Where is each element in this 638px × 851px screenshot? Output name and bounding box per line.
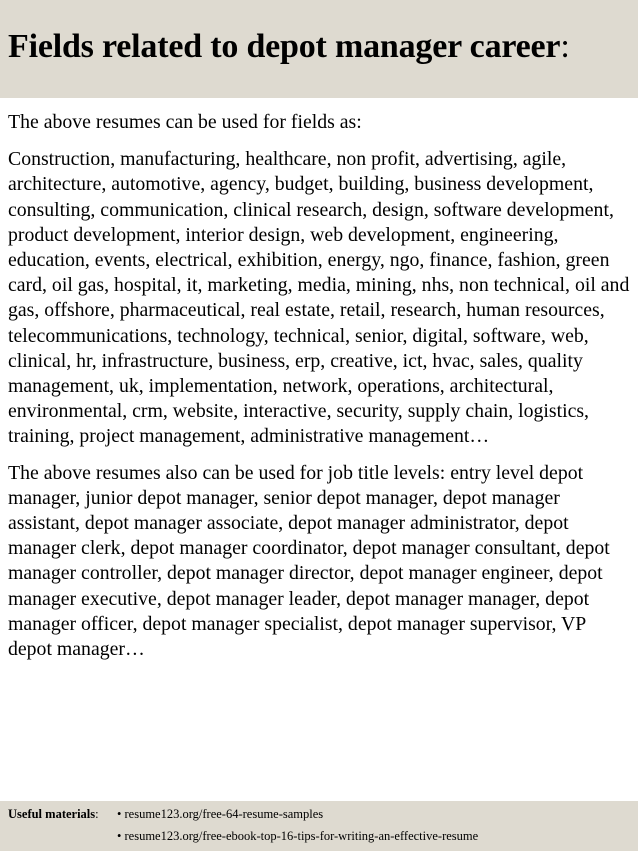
page-title-colon: : [560,28,570,65]
main-content [8,110,630,662]
resource-link-resume-samples[interactable]: • resume123.org/free-64-resume-samples [117,807,324,821]
intro-text: The above resumes can be used for fields as: [8,111,362,133]
job-levels-list: The above resumes also can be used for job title levels: entry level depot manager, junior depot manager, senior depot manager, depot manager assistant, depot manager associate, depot manager administrator, depot manager clerk, depot manager coordinator, depot manager consultant, depot manager controller, depot manager director, depot manager engineer, depot manager executive, depot manager leader, depot manager manager, depot manager officer, depot manager specialist, depot manager supervisor, VP depot manager… [8,461,610,661]
header-banner [0,0,638,98]
useful-materials-label [8,804,99,824]
useful-materials-label-text: Useful materials [8,807,96,821]
fields-list: Construction, manufacturing, healthcare, non profit, advertising, agile, architecture, automotive, agency, budget, building, business development, consulting, communication, clinical research, design, software development, product development, interior design, web development, engineering, education, events, electrical, exhibition, energy, ngo, finance, fashion, green card, oil gas, hospital, it, marketing, media, mining, nhs, non technical, oil and gas, offshore, pharmaceutical, real estate, retail, research, human resources, telecommunications, technology, technical, senior, digital, software, web, clinical, hr, infrastructure, business, erp, creative, ict, hvac, sales, quality management, uk, implementation, network, operations, architectural, environmental, crm, website, interactive, security, supply chain, logistics, training, project management, administrative management… [8,148,630,448]
resource-link-ebook-tips[interactable]: • resume123.org/free-ebook-top-16-tips-for-writing-an-effective-resume [117,829,479,843]
page-title-text: Fields related to depot manager career [8,28,561,65]
page-title [8,27,570,67]
useful-materials-label-colon: : [95,807,99,821]
footer-bar [0,801,638,851]
